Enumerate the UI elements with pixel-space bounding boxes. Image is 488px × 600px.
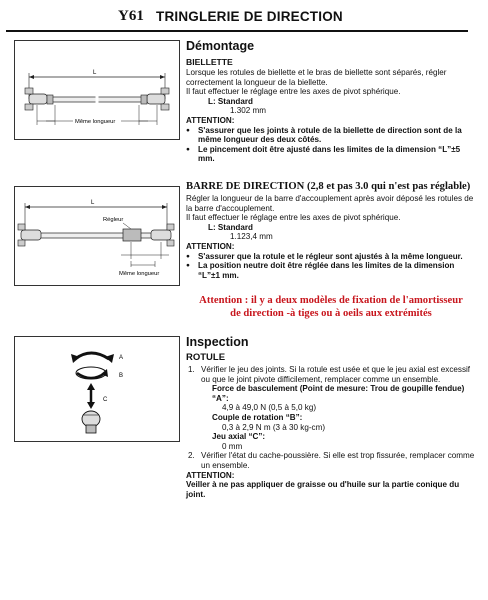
fig2-label-l: L	[91, 200, 95, 206]
red-note-line-1: Attention : il y a deux modèles de fixation de l'amortisseur	[199, 295, 463, 306]
barre-bullet-1: ● S'assurer que la rotule et le régleur sont ajustés à la même longueur.	[186, 252, 476, 262]
jeu-label: Jeu axial “C”:	[212, 432, 266, 442]
biellette-spec-label: L: Standard	[208, 96, 253, 106]
force-value: 4,9 à 49,0 N (0,5 à 5,0 kg)	[222, 403, 317, 413]
barre-para-2: Il faut effectuer le réglage entre les axes de pivot sphérique.	[186, 213, 401, 223]
force-label: Force de basculement (Point de mesure: Trou de goupille fendue) “A”:	[212, 384, 465, 403]
rotule-drawing	[15, 337, 179, 441]
biellette-spec-value: 1.302 mm	[230, 106, 266, 116]
barre-attention: ATTENTION:	[186, 241, 235, 251]
red-note	[186, 294, 476, 320]
barre-spec-value: 1.123,4 mm	[230, 232, 273, 242]
rotule-item-1-number: 1.	[188, 365, 195, 374]
figure-rotule	[14, 336, 180, 442]
fig2-label-meme: Même longueur	[119, 271, 160, 277]
rotule-attention: ATTENTION:	[186, 470, 235, 480]
jeu-value: 0 mm	[222, 441, 243, 451]
biellette-attention: ATTENTION:	[186, 115, 235, 125]
fig2-label-regleur: Régleur	[103, 217, 124, 223]
biellette-bullet-1: ● S'assurer que les joints à rotule de la biellette de direction sont de la même longueur des deux côtés.	[186, 126, 476, 145]
figure-barre	[14, 186, 180, 286]
red-note-line-2: de direction -à tiges ou à oeils aux extrémités	[230, 308, 432, 319]
section-barre	[186, 180, 476, 280]
barre-spec-label: L: Standard	[208, 222, 253, 232]
barre-bullet-2: ● La position neutre doit être réglée dans les limites de la dimension “L”±1 mm.	[186, 261, 476, 280]
fig1-label-meme: Même longueur	[75, 119, 116, 125]
figure-biellette	[14, 40, 180, 140]
section-title-barre: BARRE DE DIRECTION (2,8 et pas 3.0 qui n'est pas réglable)	[186, 181, 471, 192]
rotule-item-2-text: Vérifier l'état du cache-poussière. Si elle est trop fissurée, remplacer comme un ensemble.	[201, 451, 475, 470]
fig3-label-b: B	[119, 373, 124, 379]
page-header	[6, 6, 468, 32]
fig3-label-a: A	[119, 355, 124, 361]
model-code: Y61	[118, 8, 144, 24]
barre-drawing	[15, 187, 179, 285]
biellette-para-2: Il faut effectuer le réglage entre les axes de pivot sphérique.	[186, 87, 401, 97]
section-inspection	[186, 334, 476, 499]
rotule-item-1	[186, 365, 476, 384]
rotule-warning: Veiller à ne pas appliquer de graisse ou d'huile sur la partie conique du joint.	[186, 480, 460, 499]
subtitle-biellette: BIELLETTE	[186, 57, 233, 67]
fig1-label-l: L	[93, 70, 97, 76]
rotule-item-2	[186, 451, 476, 470]
subtitle-rotule: ROTULE	[186, 352, 226, 363]
biellette-bullet-2: ● Le pincement doit être ajusté dans les limites de la dimension “L”±5 mm.	[186, 145, 476, 164]
section-title-inspection: Inspection	[186, 335, 249, 349]
page-title: TRINGLERIE DE DIRECTION	[156, 9, 343, 24]
biellette-para-1: Lorsque les rotules de biellette et le bras de biellette sont séparés, régler correctement la longueur de la biellette.	[186, 68, 447, 87]
rotule-item-1-text: Vérifier le jeu des joints. Si la rotule est usée et que le jeu axial est excessif ou que le joint pivote difficilement, remplacer comme un ensemble.	[201, 365, 471, 384]
rotule-item-2-number: 2.	[188, 451, 195, 461]
section-demontage	[186, 38, 476, 164]
section-title-demontage: Démontage	[186, 39, 255, 53]
couple-label: Couple de rotation “B”:	[212, 412, 303, 422]
couple-value: 0,3 à 2,9 N m (3 à 30 kg-cm)	[222, 422, 326, 432]
fig3-label-c: C	[103, 397, 108, 403]
biellette-drawing	[15, 41, 179, 139]
barre-para-1: Régler la longueur de la barre d'accouplement après avoir déposé les rotules de la barre d'accouplement.	[186, 194, 474, 213]
